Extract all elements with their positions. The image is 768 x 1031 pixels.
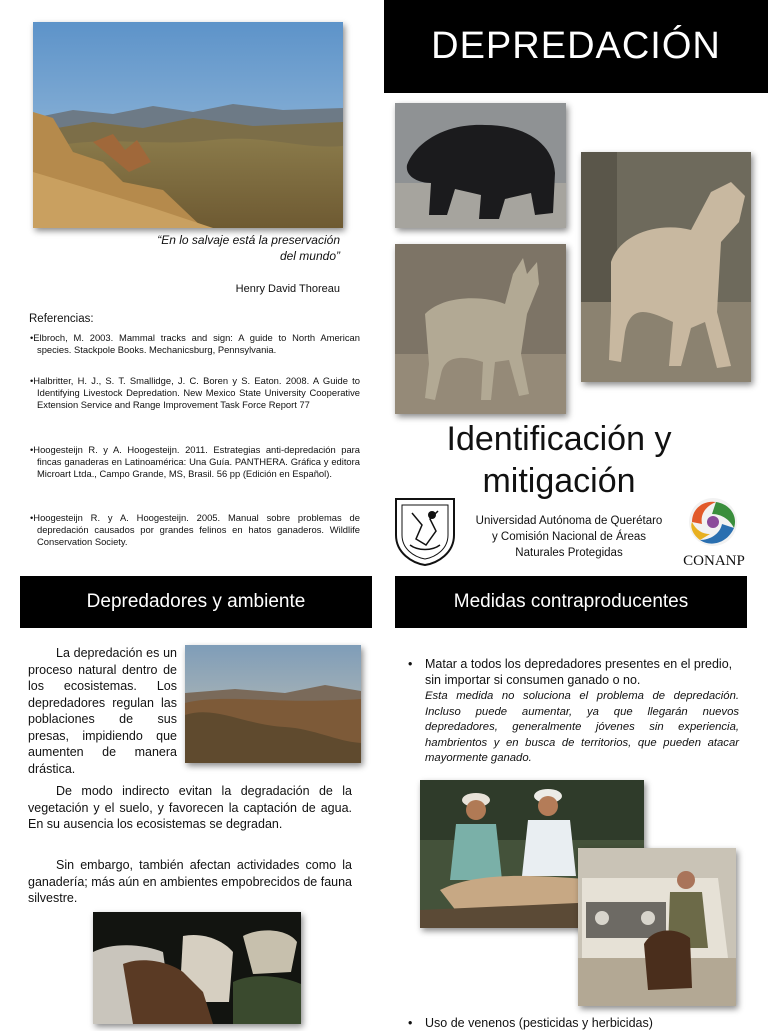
quote-author: Henry David Thoreau <box>235 283 340 295</box>
conanp-logo <box>676 496 752 568</box>
subtitle-line-1: Identificación y <box>446 420 672 458</box>
bullet-item-2-text: Uso de venenos (pesticidas y herbicidas) <box>425 1016 653 1030</box>
landscape-photo <box>33 22 343 228</box>
reference-item: • Hoogesteijn R. y A. Hoogesteijn. 2011. Estrategias anti-depredación para fincas ganaderas en Latinoamérica: Una Guía. PANTHERA. Gráfica y editora Microart Ltda., Campo Grande, MS, Brasil. 56 pp (Edición en Español). <box>29 444 360 480</box>
puma-photo <box>581 152 751 382</box>
section-banner-left <box>20 576 372 628</box>
header-banner <box>384 0 768 93</box>
section-title-right: Medidas contraproducentes <box>453 591 689 612</box>
bullet-item-1: • Matar a todos los depredadores presentes en el predio, sin importar si consumen ganado o no. <box>408 656 742 688</box>
institution-text <box>460 513 678 561</box>
institution-line-2: y Comisión Nacional de Áreas <box>491 531 647 543</box>
bullet-item-2: • Uso de venenos (pesticidas y herbicidas) <box>408 1015 742 1031</box>
quote-text <box>140 232 340 264</box>
subtitle-line-2: mitigación <box>482 462 636 500</box>
landscape-small-photo <box>185 645 361 763</box>
section-left-paragraph-1: La depredación es un proceso natural dentro de los ecosistemas. Los depredadores regulan las poblaciones de sus presas, impidiendo que aumenten de manera drástica. <box>28 646 177 776</box>
section-title-left: Depredadores y ambiente <box>86 591 306 612</box>
subtitle <box>394 418 724 502</box>
bullet-item-1-note: Esta medida no soluciona el problema de depredación. Incluso puede aumentar, ya que llegarán nuevos depredadores, generalmente jóvenes sin experiencia, hambrientos y en busca de territorios, que pueden atacar mayormente ganado. <box>425 690 739 764</box>
quote-line-1: “En lo salvaje está la preservación <box>157 233 340 247</box>
bullet-item-1-text: Matar a todos los depredadores presentes en el predio, sin importar si consumen ganado o no. <box>425 657 733 687</box>
coyote-photo <box>395 244 566 414</box>
uaq-logo <box>392 495 458 567</box>
section-left-paragraph-2: De modo indirecto evitan la degradación de la vegetación y el suelo, y favorecen la captación de agua. En su ausencia los ecosistemas se degradan. <box>28 784 352 831</box>
cattle-photo <box>93 912 301 1024</box>
institution-line-3: Naturales Protegidas <box>515 547 623 559</box>
page-title: DEPREDACIÓN <box>431 25 721 67</box>
institution-line-1: Universidad Autónoma de Querétaro <box>475 515 663 527</box>
references-title: Referencias: <box>29 313 94 325</box>
reference-item: • Elbroch, M. 2003. Mammal tracks and sign: A guide to North American species. Stackpole Books. Mechanicsburg, Pennsylvania. <box>29 332 360 356</box>
section-left-paragraph-3: Sin embargo, también afectan actividades como la ganadería; más aún en ambientes empobrecidos de fauna silvestre. <box>28 858 352 905</box>
reference-item: • Hoogesteijn R. y A. Hoogesteijn. 2005. Manual sobre problemas de depredación causados por grandes felinos en hatos ganaderos. Wildlife Conservation Society. <box>29 512 360 548</box>
truck-photo <box>578 848 736 1006</box>
reference-item: • Halbritter, H. J., S. T. Smallidge, J. C. Boren y S. Eaton. 2008. A Guide to Identifying Livestock Depredation. New Mexico State University Cooperative Extension Service and Range Improvement Task Force Report 77 <box>29 375 360 411</box>
conanp-label: CONANP <box>683 553 745 569</box>
quote-line-2: del mundo” <box>279 249 340 263</box>
bear-photo <box>395 103 566 228</box>
section-banner-right <box>395 576 747 628</box>
